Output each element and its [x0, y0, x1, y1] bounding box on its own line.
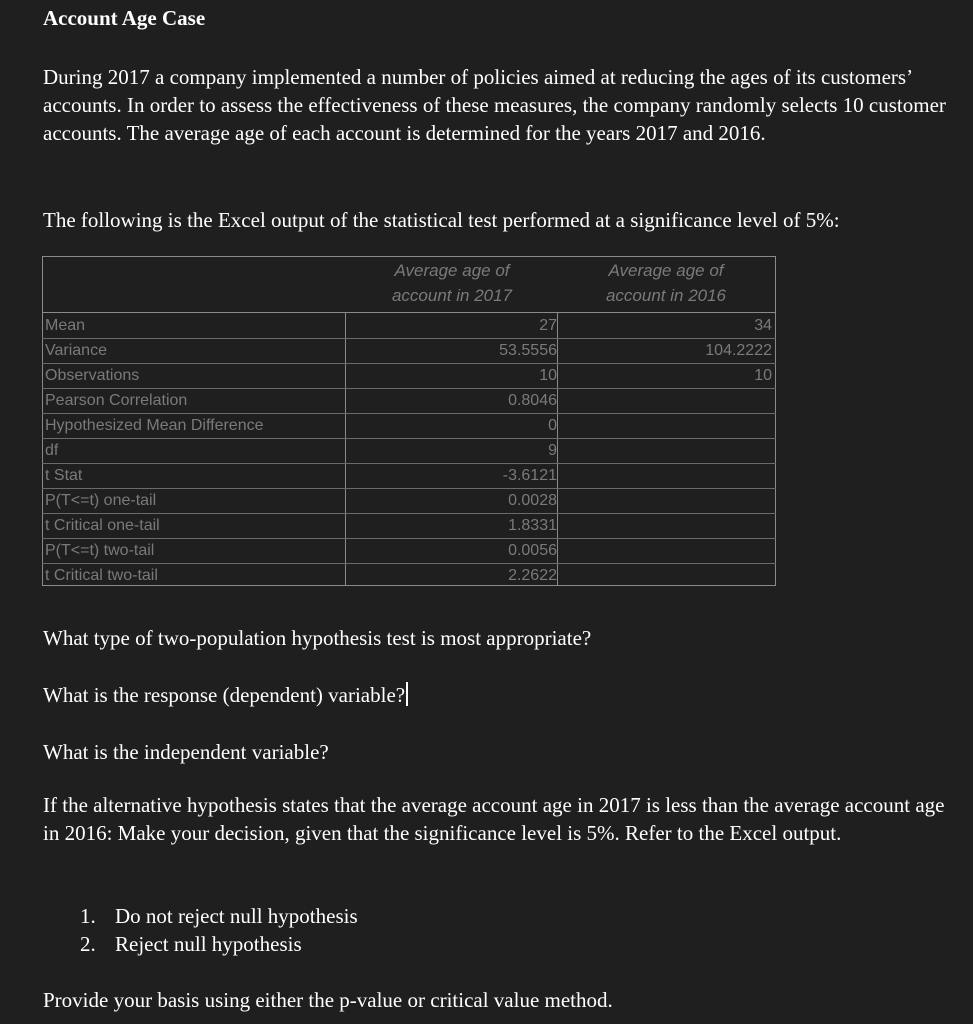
table-row [42, 313, 776, 338]
value-2016: 34 [754, 317, 772, 334]
table-row [42, 338, 776, 363]
value-2017: 0.0028 [508, 492, 557, 509]
table-row [42, 463, 776, 488]
value-2017: 10 [539, 367, 557, 384]
value-2016: 104.2222 [705, 342, 772, 359]
table-row [42, 413, 776, 438]
col-2016-header-line1: Average age of [608, 261, 724, 280]
col-2016-header-line2: account in 2016 [605, 286, 727, 305]
col-2017-header-line2: account in 2017 [391, 286, 513, 305]
question-decision: If the alternative hypothesis states that the average account age in 2017 is less than the average account age in 2016: Make your decision, given that the significance level is 5%. Refer to the Excel output. [43, 793, 945, 845]
value-2017: 0.8046 [508, 392, 557, 409]
row-label: Variance [45, 342, 107, 359]
col-2017-header-line1: Average age of [394, 261, 510, 280]
intro-paragraph: During 2017 a company implemented a number of policies aimed at reducing the ages of its customers’ accounts. In order to assess the effectiveness of these measures, the company randomly selects 10 customer accounts. The average age of each account is determined for the years 2017 and 2016. [43, 65, 946, 145]
question-independent-variable: What is the independent variable? [43, 740, 329, 764]
question-test-type: What type of two-population hypothesis test is most appropriate? [43, 626, 592, 650]
row-label: t Stat [45, 467, 83, 484]
row-divider [42, 438, 776, 439]
table-row [42, 513, 776, 538]
row-label: P(T<=t) two-tail [45, 542, 155, 559]
value-2017: 0.0056 [508, 542, 557, 559]
col-2017-header [352, 258, 552, 308]
row-label: t Critical two-tail [45, 567, 158, 584]
row-label: t Critical one-tail [45, 517, 160, 534]
row-divider [42, 363, 776, 364]
row-divider [42, 463, 776, 464]
document-title: Account Age Case [43, 6, 206, 30]
table-row [42, 363, 776, 388]
row-divider [42, 513, 776, 514]
basis-instruction: Provide your basis using either the p-value or critical value method. [43, 988, 613, 1012]
option-number: 2. [80, 932, 96, 956]
value-2017: 0 [548, 417, 557, 434]
table-row [42, 438, 776, 463]
excel-intro-paragraph: The following is the Excel output of the statistical test performed at a significance level of 5%: [43, 208, 840, 232]
value-2017: -3.6121 [502, 467, 557, 484]
row-divider [42, 538, 776, 539]
value-2016: 10 [754, 367, 772, 384]
value-2017: 1.8331 [508, 517, 557, 534]
value-2017: 9 [548, 442, 557, 459]
row-label: P(T<=t) one-tail [45, 492, 157, 509]
decision-options-list [80, 902, 358, 958]
value-2017: 2.2622 [508, 567, 557, 584]
table-row [42, 563, 776, 588]
option-text: Reject null hypothesis [115, 932, 302, 956]
row-label: Pearson Correlation [45, 392, 188, 409]
row-divider [42, 563, 776, 564]
excel-output-table [42, 256, 776, 586]
value-2017: 53.5556 [499, 342, 557, 359]
row-divider [42, 388, 776, 389]
option-number: 1. [80, 904, 96, 928]
value-2017: 27 [539, 317, 557, 334]
row-label: Hypothesized Mean Difference [45, 417, 264, 434]
row-label: df [45, 442, 59, 459]
row-divider [42, 413, 776, 414]
row-divider [42, 338, 776, 339]
list-item [80, 930, 358, 958]
col-2016-header [566, 258, 766, 308]
table-row [42, 388, 776, 413]
row-label: Observations [45, 367, 140, 384]
text-cursor [406, 682, 408, 706]
row-divider [42, 488, 776, 489]
question-response-variable [43, 681, 963, 709]
table-row [42, 538, 776, 563]
table-row [42, 488, 776, 513]
option-text: Do not reject null hypothesis [115, 904, 358, 928]
row-label: Mean [45, 317, 86, 334]
question-response-variable-text: What is the response (dependent) variable? [43, 683, 406, 707]
list-item [80, 902, 358, 930]
